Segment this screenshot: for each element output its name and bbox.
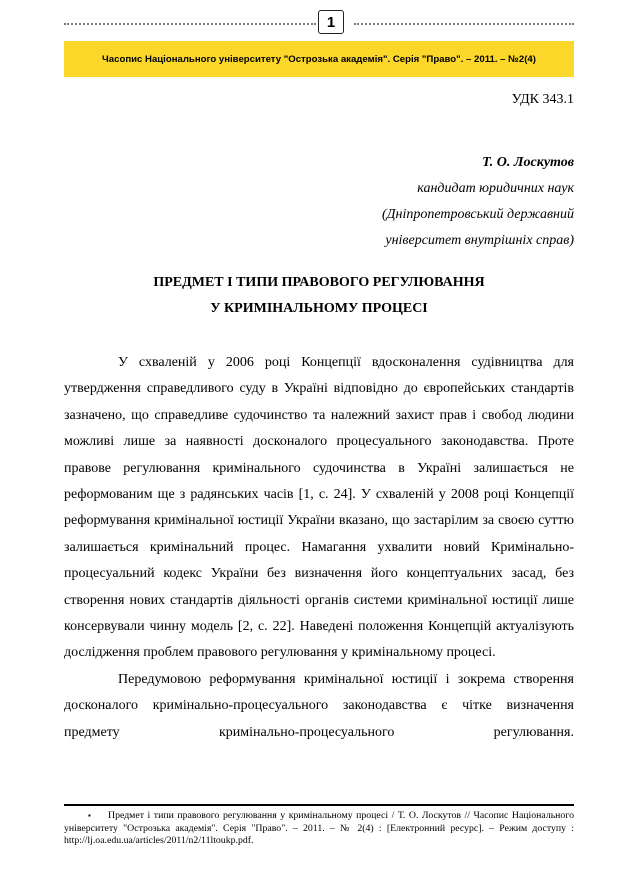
article-body — [64, 350, 574, 746]
author-affiliation-line2: університет внутрішніх справ) — [385, 233, 574, 248]
header-dotted-rule-right — [354, 23, 574, 25]
body-paragraph: У схваленій у 2006 році Концепції вдосконалення судівництва для утвердження справедливого суду в Україні відповідно до європейських стандартів зазначено, що справедливе судочинство та належний захист прав і свобод людини можливі лише за наявності досконалого процесуального законодавства. Проте правове регулювання кримінального судочинства в Україні залишається не реформованим ще з радянських часів [1, с. 24]. У схваленій у 2008 році Концепції реформування кримінальної юстиції України вказано, що застарілим за своєю суттю залишається кримінальний процес. Намагання ухвалити новий Кримінально-процесуальний кодекс України без визначення його концептуальних засад, без створення нових стандартів діяльності органів системи кримінальної юстиції лише консервували чинну модель [2, с. 22]. Наведені положення Концепцій актуалізують дослідження проблем правового регулювання у кримінальному процесі. — [64, 355, 574, 661]
udk-code: УДК 343.1 — [511, 92, 574, 107]
author-name: Т. О. Лоскутов — [482, 155, 574, 170]
article-title-line2: У КРИМІНАЛЬНОМУ ПРОЦЕСІ — [210, 301, 428, 316]
footnote-marker-icon: ▪ — [88, 811, 91, 820]
author-block — [382, 150, 574, 254]
footnote-text: Предмет і типи правового регулювання у кримінальному процесі / Т. О. Лоскутов // Часопис Національного університету "Острозька академія". Серія "Право". – 2011. – № 2(4) : [Електронний ресурс]. – Режим доступу : http://lj.oa.edu.ua/articles/2011/n2/11ltoukp.pdf. — [64, 810, 574, 847]
body-paragraph: Передумовою реформування кримінальної юстиції і зокрема створення досконалого кримінально-процесуального законодавства є чітке визначення предмету кримінально-процесуального регулювання. — [64, 671, 574, 740]
article-title-line1: ПРЕДМЕТ І ТИПИ ПРАВОВОГО РЕГУЛЮВАННЯ — [153, 275, 485, 290]
author-degree: кандидат юридичних наук — [417, 181, 574, 196]
footnote — [64, 810, 574, 848]
header-dotted-rule-left — [64, 23, 316, 25]
footnote-separator — [64, 804, 574, 806]
journal-header-band — [64, 41, 574, 77]
author-affiliation-line1: (Дніпропетровський державний — [381, 207, 574, 222]
page-number: 1 — [318, 10, 344, 34]
article-title — [64, 270, 574, 322]
journal-title: Часопис Національного університету "Острозька академія". Серія "Право". – 2011. – №2(4) — [102, 53, 536, 65]
